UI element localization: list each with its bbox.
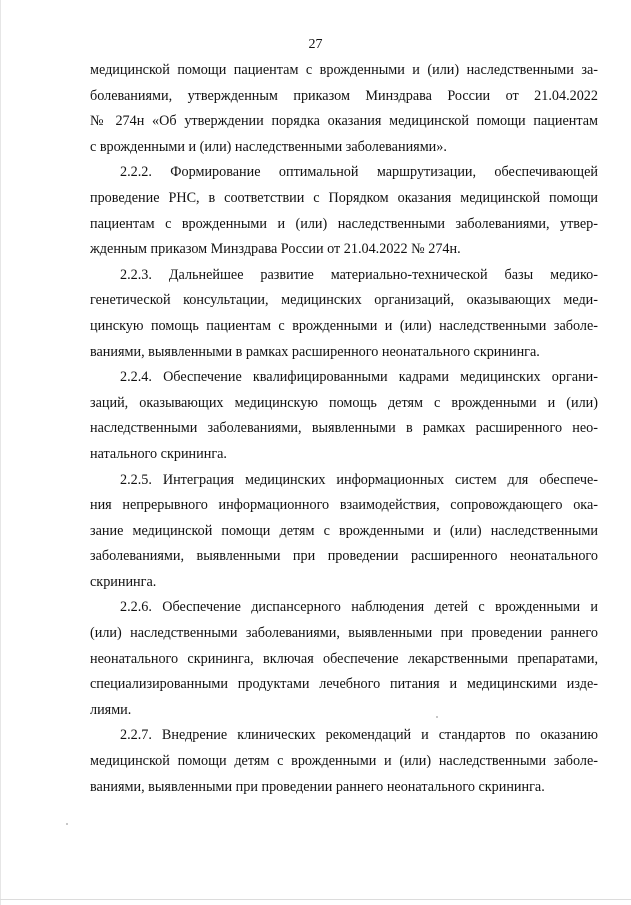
paragraph-p-2-2-6 [90,595,598,723]
text-line: пациентам с врожденными и (или) наследственными заболеваниями, утвер- [90,215,598,232]
paragraph-p-2-2-3 [90,263,598,365]
scan-speck [436,716,438,718]
paragraph-p-2-2-7 [90,723,598,800]
text-line: генетической консультации, медицинских организаций, оказывающих меди- [90,292,598,309]
text-line: 2.2.3. Дальнейшее развитие материально-технической базы медико- [120,266,598,283]
text-line: скрининга. [90,573,157,590]
text-line: специализированными продуктами лечебного питания и медицинскими изде- [90,676,598,693]
text-line: натального скрининга. [90,445,227,462]
document-body [90,58,598,800]
text-line: зание медицинской помощи детям с врожденными и (или) наследственными [90,522,598,539]
text-line: ваниями, выявленными в рамках расширенного неонатального скрининга. [90,343,540,360]
text-line: лиями. [90,701,132,718]
paragraph-p-continued [90,58,598,160]
text-line: с врожденными и (или) наследственными заболеваниями». [90,138,447,155]
text-line: медицинской помощи детям с врожденными и (или) наследственными заболе- [90,753,598,770]
text-line: заболеваниями, выявленными при проведении расширенного неонатального [90,548,598,565]
text-line: № 274н «Об утверждении порядка оказания медицинской помощи пациентам [90,113,598,130]
text-line: (или) наследственными заболеваниями, выявленными при проведении раннего [90,625,598,642]
text-line: 2.2.5. Интеграция медицинских информационных систем для обеспече- [120,471,598,488]
paragraph-p-2-2-5 [90,468,598,596]
text-line: жденным приказом Минздрава России от 21.04.2022 № 274н. [90,241,461,258]
text-line: 2.2.7. Внедрение клинических рекомендаций и стандартов по оказанию [120,727,598,744]
scan-bottom-edge [0,899,631,900]
text-line: ния непрерывного информационного взаимодействия, сопровождающего ока- [90,497,598,514]
scan-speck [66,823,68,825]
text-line: болеваниями, утвержденным приказом Минздрава России от 21.04.2022 [90,87,598,104]
scan-edge-line [0,0,1,905]
text-line: 2.2.6. Обеспечение диспансерного наблюдения детей с врожденными и [120,599,598,616]
paragraph-p-2-2-2 [90,160,598,262]
text-line: ваниями, выявленными при проведении раннего неонатального скрининга. [90,778,545,795]
text-line: неонатального скрининга, включая обеспечение лекарственными препаратами, [90,650,598,667]
paragraph-p-2-2-4 [90,365,598,467]
text-line: 2.2.2. Формирование оптимальной маршрутизации, обеспечивающей [120,164,598,181]
text-line: заций, оказывающих медицинскую помощь детям с врожденными и (или) [90,394,598,411]
text-line: наследственными заболеваниями, выявленными в рамках расширенного нео- [90,420,598,437]
page-number: 27 [308,37,323,52]
text-line: медицинской помощи пациентам с врожденными и (или) наследственными за- [90,62,598,78]
text-line: 2.2.4. Обеспечение квалифицированными кадрами медицинских органи- [120,369,598,386]
text-line: цинскую помощь пациентам с врожденными и (или) наследственными заболе- [90,317,598,334]
text-line: проведение РНС, в соответствии с Порядком оказания медицинской помощи [90,189,598,206]
